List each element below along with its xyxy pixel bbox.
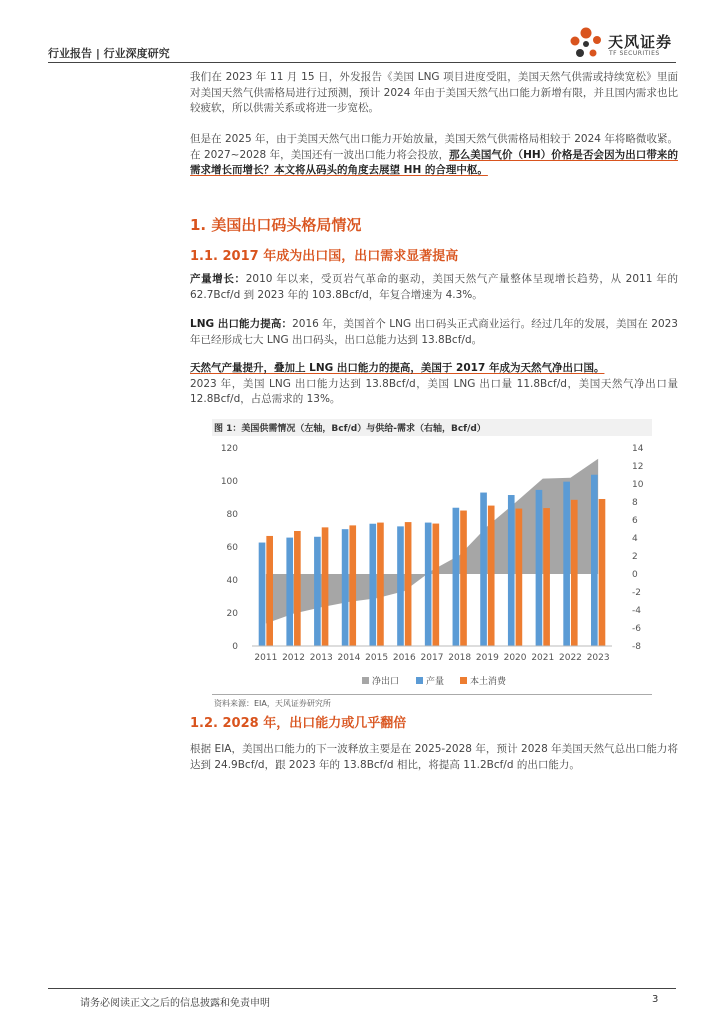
subsection-title-2: 1.2. 2028 年，出口能力或几乎翻倍 bbox=[190, 716, 407, 731]
right-tick--6: -6 bbox=[632, 624, 641, 634]
bar-consumption-2014 bbox=[349, 525, 356, 646]
right-tick-4: 4 bbox=[632, 534, 638, 544]
bar-production-2012 bbox=[286, 538, 293, 646]
figure-title: 图 1：美国供需情况（左轴，Bcf/d）与供给-需求（右轴，Bcf/d） bbox=[212, 419, 652, 436]
figure-source: 资料来源：EIA，天风证券研究所 bbox=[214, 699, 331, 708]
left-tick-100: 100 bbox=[220, 477, 238, 487]
left-tick-20: 20 bbox=[226, 609, 238, 619]
net-export-text: 2023 年，美国 LNG 出口能力达到 13.8Bcf/d，美国 LNG 出口量 11.8Bcf/d，美国天然气净出口量 12.8Bcf/d，占总需求的 13%。 bbox=[190, 377, 678, 405]
report-category: 行业报告 | 行业深度研究 bbox=[48, 47, 170, 60]
legend-label-2: 本土消费 bbox=[470, 677, 507, 687]
x-tick-2021: 2021 bbox=[531, 653, 555, 663]
right-tick-12: 12 bbox=[632, 462, 644, 472]
flower-logo-icon bbox=[566, 24, 606, 64]
source-divider bbox=[212, 694, 652, 695]
production-lead: 产量增长： bbox=[190, 273, 246, 285]
brand-logo bbox=[566, 22, 686, 66]
intro-text: 但是在 2025 年，由于美国天然气出口能力开始放量，美国天然气供需格局相较于 2024 年将略微收紧。在 2027~2028 年，美国还有一波出口能力将会投放， bbox=[190, 133, 678, 161]
bar-consumption-2021 bbox=[543, 508, 550, 646]
bar-production-2020 bbox=[508, 495, 515, 646]
bar-production-2019 bbox=[480, 493, 487, 646]
page-number: 3 bbox=[652, 994, 659, 1005]
x-tick-2017: 2017 bbox=[420, 653, 444, 663]
intro-paragraph-2 bbox=[190, 132, 678, 179]
bar-consumption-2017 bbox=[433, 524, 440, 646]
legend-swatch-0 bbox=[362, 677, 369, 684]
supply-demand-chart bbox=[212, 436, 652, 692]
bar-consumption-2018 bbox=[460, 511, 467, 646]
right-tick-2: 2 bbox=[632, 552, 638, 562]
bar-consumption-2023 bbox=[599, 499, 606, 646]
lng-text: 2016 年，美国首个 LNG 出口码头正式商业运行。经过几年的发展，美国在 2023 年已经形成七大 LNG 出口码头，出口总能力达到 13.8Bcf/d。 bbox=[190, 318, 678, 346]
bar-consumption-2011 bbox=[266, 536, 273, 646]
bar-production-2021 bbox=[536, 490, 543, 646]
bar-consumption-2019 bbox=[488, 506, 495, 646]
bar-production-2014 bbox=[342, 529, 349, 646]
x-tick-2020: 2020 bbox=[503, 653, 527, 663]
legend-label-1: 产量 bbox=[426, 677, 445, 687]
bar-consumption-2016 bbox=[405, 522, 412, 646]
legend-swatch-2 bbox=[460, 677, 467, 684]
legend-label-0: 净出口 bbox=[372, 677, 400, 687]
x-tick-2019: 2019 bbox=[475, 653, 499, 663]
legend-swatch-1 bbox=[416, 677, 423, 684]
left-tick-0: 0 bbox=[232, 642, 238, 652]
bar-consumption-2020 bbox=[516, 509, 523, 646]
lng-paragraph bbox=[190, 317, 678, 348]
capacity-2028-paragraph: 根据 EIA，美国出口能力的下一波释放主要是在 2025-2028 年，预计 2028 年美国天然气总出口能力将达到 24.9Bcf/d，跟 2023 年的 13.8Bcf/d 相比，将提高 11.2Bcf/d 的出口能力。 bbox=[190, 743, 678, 771]
left-tick-80: 80 bbox=[226, 510, 238, 520]
bar-consumption-2022 bbox=[571, 500, 578, 646]
bar-production-2015 bbox=[369, 524, 376, 646]
bar-consumption-2015 bbox=[377, 523, 384, 646]
footer-divider bbox=[48, 988, 676, 989]
x-tick-2022: 2022 bbox=[559, 653, 582, 663]
left-tick-40: 40 bbox=[226, 576, 238, 586]
right-tick-14: 14 bbox=[632, 444, 644, 454]
right-tick-10: 10 bbox=[632, 480, 644, 490]
bar-production-2023 bbox=[591, 475, 598, 646]
section-title: 1. 美国出口码头格局情况 bbox=[190, 216, 362, 234]
bar-consumption-2012 bbox=[294, 531, 301, 646]
intro-emphasis: 那么美国气价（HH）价格是否会因为出口带来的需求增长而增长？本文将从码头的角度去展望 HH 的合理中枢。 bbox=[190, 148, 678, 176]
x-tick-2018: 2018 bbox=[448, 653, 472, 663]
subsection-title-1: 1.1. 2017 年成为出口国，出口需求显著提高 bbox=[190, 249, 459, 264]
net-export-paragraph bbox=[190, 361, 678, 408]
right-tick-6: 6 bbox=[632, 516, 638, 526]
bar-production-2017 bbox=[425, 523, 432, 646]
x-tick-2012: 2012 bbox=[282, 653, 305, 663]
right-tick--8: -8 bbox=[632, 642, 641, 652]
bar-production-2016 bbox=[397, 526, 404, 646]
bar-consumption-2013 bbox=[322, 527, 329, 646]
lng-lead: LNG 出口能力提高： bbox=[190, 318, 293, 330]
x-tick-2011: 2011 bbox=[254, 653, 278, 663]
right-tick--2: -2 bbox=[632, 588, 641, 598]
header-divider bbox=[48, 62, 676, 63]
left-tick-120: 120 bbox=[220, 444, 238, 454]
right-tick-0: 0 bbox=[632, 570, 638, 580]
x-tick-2013: 2013 bbox=[309, 653, 333, 663]
production-paragraph bbox=[190, 272, 678, 303]
brand-name: 天风证券 bbox=[608, 33, 673, 51]
x-tick-2014: 2014 bbox=[337, 653, 361, 663]
right-tick-8: 8 bbox=[632, 498, 638, 508]
net-export-emphasis: 天然气产量提升，叠加上 LNG 出口能力的提高，美国于 2017 年成为天然气净出口国。 bbox=[190, 362, 605, 374]
x-tick-2015: 2015 bbox=[365, 653, 389, 663]
production-text: 2010 年以来，受页岩气革命的驱动，美国天然气产量整体呈现增长趋势，从 2011 年的 62.7Bcf/d 到 2023 年的 103.8Bcf/d，年复合增速为 4.3%。 bbox=[190, 273, 678, 301]
right-tick--4: -4 bbox=[632, 606, 641, 616]
x-tick-2016: 2016 bbox=[392, 653, 416, 663]
footer-disclaimer: 请务必阅读正文之后的信息披露和免责申明 bbox=[80, 998, 270, 1009]
bar-production-2013 bbox=[314, 537, 321, 646]
bar-production-2022 bbox=[563, 482, 570, 646]
brand-name-en: TF SECURITIES bbox=[609, 50, 660, 57]
bar-production-2011 bbox=[259, 543, 266, 646]
left-tick-60: 60 bbox=[226, 543, 238, 553]
intro-paragraph-1: 我们在 2023 年 11 月 15 日，外发报告《美国 LNG 项目进度受阻，美国天然气供需或持续宽松》里面对美国天然气供需格局进行过预测，预计 2024 年由于美国天然气出口能力新增有限，并且国内需求也比较疲软，所以供需关系或将进一步宽松。 bbox=[190, 71, 678, 114]
x-tick-2023: 2023 bbox=[586, 653, 610, 663]
bar-production-2018 bbox=[453, 508, 460, 646]
